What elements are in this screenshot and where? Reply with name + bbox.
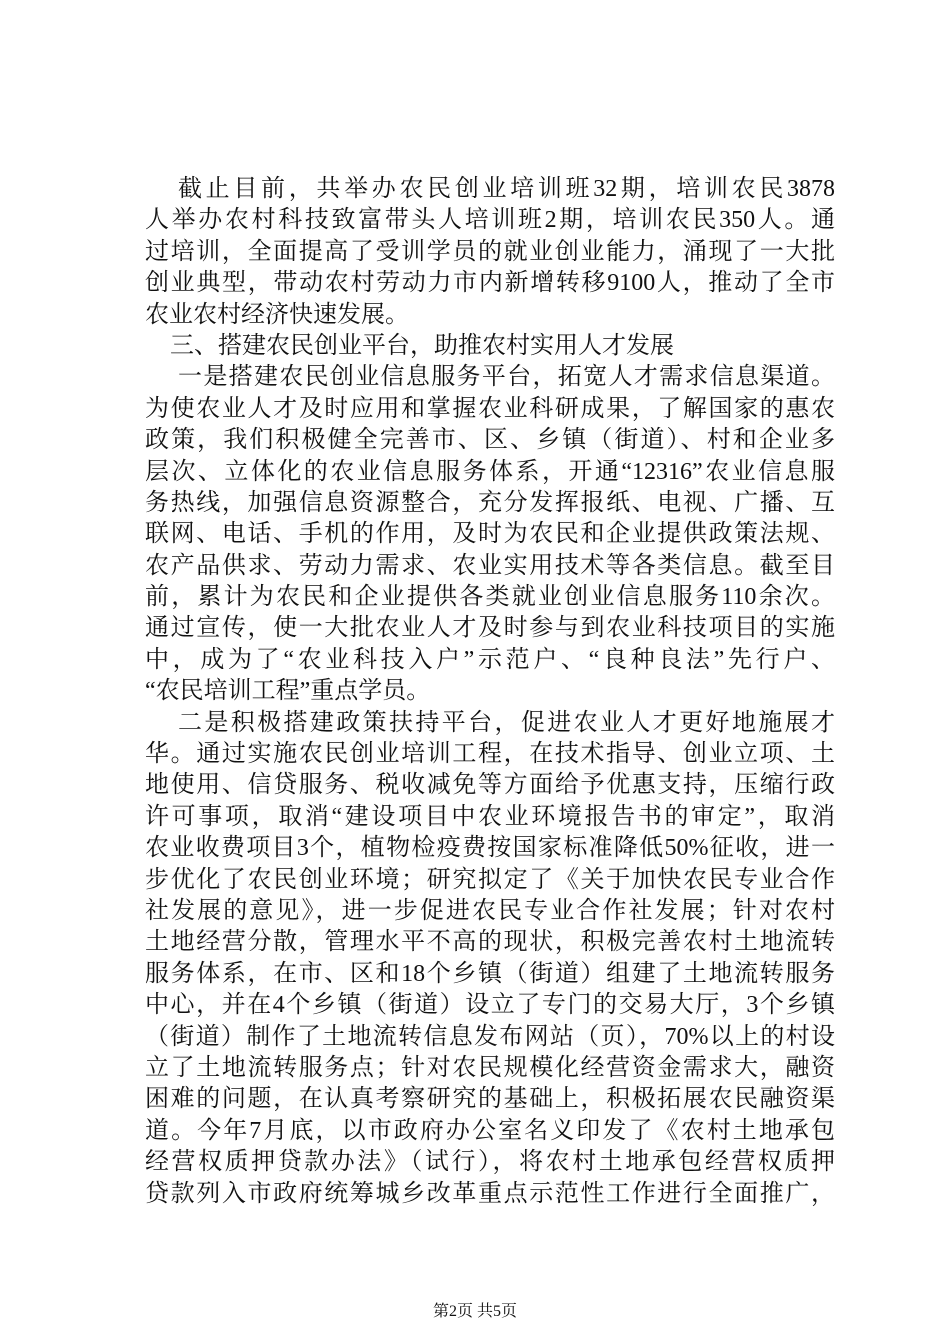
text-line: 二是积极搭建政策扶持平台，促进农业人才更好地施展才 (178, 709, 835, 736)
text-line: 政策，我们积极健全完善市、区、乡镇（街道）、村和企业多 (145, 427, 835, 454)
section-heading (145, 331, 835, 362)
text-line: 道。今年7月底，以市政府办公室名义印发了《农村土地承包 (145, 1117, 835, 1144)
text-line: 务热线，加强信息资源整合，充分发挥报纸、电视、广播、互 (145, 489, 835, 516)
text-line: 创业典型，带动农村劳动力市内新增转移9100人，推动了全市 (145, 270, 835, 297)
text-line: 步优化了农民创业环境；研究拟定了《关于加快农民专业合作 (145, 866, 835, 893)
text-line: 立了土地流转服务点；针对农民规模化经营资金需求大，融资 (145, 1054, 835, 1081)
text-line: 一是搭建农民创业信息服务平台，拓宽人才需求信息渠道。 (178, 364, 835, 391)
text-line: （街道）制作了土地流转信息发布网站（页），70%以上的村设 (145, 1023, 835, 1050)
text-line: 截止目前，共举办农民创业培训班32期，培训农民3878 (178, 176, 835, 202)
text-line: 服务体系，在市、区和18个乡镇（街道）组建了土地流转服务 (145, 960, 835, 987)
text-line: 农业收费项目3个，植物检疫费按国家标准降低50%征收，进一 (145, 835, 835, 862)
text-line: 通过宣传，使一大批农业人才及时参与到农业科技项目的实施 (145, 615, 835, 642)
page-footer: 第2页 共5页 (432, 1303, 517, 1320)
text-line: 农业农村经济快速发展。 (145, 301, 409, 328)
paragraph (145, 708, 835, 1210)
text-line: 困难的问题，在认真考察研究的基础上，积极拓展农民融资渠 (145, 1086, 835, 1113)
text-line: 土地经营分散，管理水平不高的现状，积极完善农村土地流转 (145, 929, 835, 956)
document-body (145, 174, 835, 1210)
text-line: 过培训，全面提高了受训学员的就业创业能力，涌现了一大批 (145, 238, 835, 265)
text-line: 中，成为了“农业科技入户”示范户、“良种良法”先行户、 (145, 646, 835, 673)
paragraph (145, 362, 835, 707)
text-line: 层次、立体化的农业信息服务体系，开通“12316”农业信息服 (145, 458, 835, 485)
paragraph (145, 174, 835, 331)
text-line: 许可事项，取消“建设项目中农业环境报告书的审定”，取消 (145, 803, 835, 830)
text-line: 贷款列入市政府统筹城乡改革重点示范性工作进行全面推广， (145, 1180, 835, 1207)
text-line: 地使用、信贷服务、税收减免等方面给予优惠支持，压缩行政 (145, 772, 835, 799)
text-line: 经营权质押贷款办法》（试行），将农村土地承包经营权质押 (145, 1149, 835, 1176)
text-line: 人举办农村科技致富带头人培训班2期，培训农民350人。通 (145, 207, 835, 234)
text-line: 前，累计为农民和企业提供各类就业创业信息服务110余次。 (145, 584, 835, 611)
text-line: “农民培训工程”重点学员。 (145, 678, 431, 705)
text-line: 联网、电话、手机的作用，及时为农民和企业提供政策法规、 (145, 521, 835, 548)
text-line: 中心，并在4个乡镇（街道）设立了专门的交易大厅，3个乡镇 (145, 992, 835, 1019)
text-line: 为使农业人才及时应用和掌握农业科研成果，了解国家的惠农 (145, 395, 835, 422)
text-line: 华。通过实施农民创业培训工程，在技术指导、创业立项、土 (145, 741, 835, 768)
text-line: 农产品供求、劳动力需求、农业实用技术等各类信息。截至目 (145, 552, 835, 579)
text-line: 社发展的意见》，进一步促进农民专业合作社发展；针对农村 (145, 897, 835, 924)
text-line: 三、搭建农民创业平台，助推农村实用人才发展 (170, 332, 674, 359)
